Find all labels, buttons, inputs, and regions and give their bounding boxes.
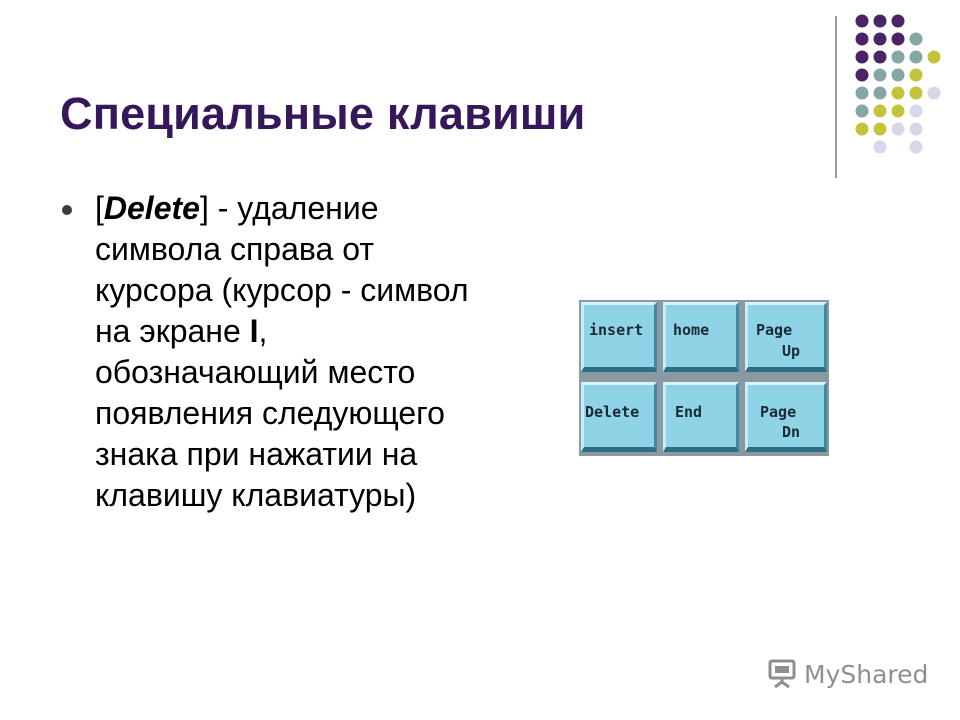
dot	[856, 15, 869, 28]
dot	[874, 51, 887, 64]
dot	[856, 33, 869, 46]
dot	[874, 87, 887, 100]
dot	[910, 87, 923, 100]
dot	[874, 33, 887, 46]
dot	[874, 15, 887, 28]
key-name-delete: Delete	[103, 190, 200, 226]
key-delete	[581, 382, 657, 452]
key-bracket-close: ]	[199, 190, 209, 226]
key-label: Up	[782, 342, 801, 360]
dot	[856, 51, 869, 64]
dot	[892, 123, 905, 136]
bullet-text-part-1: - удаление символа справа от курсора (курсор - символ на экране	[95, 190, 469, 349]
dot	[928, 87, 941, 100]
bullet-item	[62, 188, 482, 516]
bullet-dot-icon	[62, 205, 72, 215]
dot	[910, 141, 923, 154]
key-home	[663, 302, 739, 372]
dot	[910, 69, 923, 82]
bullet-list	[62, 188, 482, 516]
key-page-dn	[745, 382, 827, 452]
dot	[874, 105, 887, 118]
vertical-divider	[835, 16, 837, 178]
dot	[874, 69, 887, 82]
key-label: home	[673, 321, 710, 339]
dot	[892, 51, 905, 64]
watermark	[766, 656, 928, 692]
presentation-icon	[766, 658, 798, 690]
key-label: Page	[760, 403, 797, 421]
dot	[892, 15, 905, 28]
key-page-up	[745, 302, 827, 372]
key-label: insert	[589, 321, 644, 339]
key-bracket-open: [	[95, 190, 104, 226]
bullet-text-part-2: , обозначающий место появления следующего знака при нажатии на клавишу клавиатуры)	[95, 313, 445, 513]
key-label: Page	[756, 321, 793, 339]
key-label: End	[675, 403, 703, 421]
dot	[910, 105, 923, 118]
dot	[892, 69, 905, 82]
dot	[874, 141, 887, 154]
dot	[910, 123, 923, 136]
dot	[856, 69, 869, 82]
bullet-text	[95, 188, 482, 516]
keyboard-keys-image	[579, 300, 829, 456]
dot	[892, 33, 905, 46]
dot	[910, 33, 923, 46]
dot	[856, 87, 869, 100]
key-label: Delete	[585, 403, 640, 421]
slide-title: Специальные клавиши	[60, 88, 586, 139]
dot	[928, 51, 941, 64]
dot	[856, 105, 869, 118]
dot	[892, 87, 905, 100]
watermark-text: MyShared	[804, 659, 929, 689]
dot	[856, 123, 869, 136]
key-label: Dn	[782, 423, 801, 441]
dot	[892, 105, 905, 118]
key-end	[663, 382, 739, 452]
cursor-symbol: I	[249, 313, 259, 349]
dot	[874, 123, 887, 136]
key-insert	[581, 302, 657, 372]
dot	[910, 51, 923, 64]
